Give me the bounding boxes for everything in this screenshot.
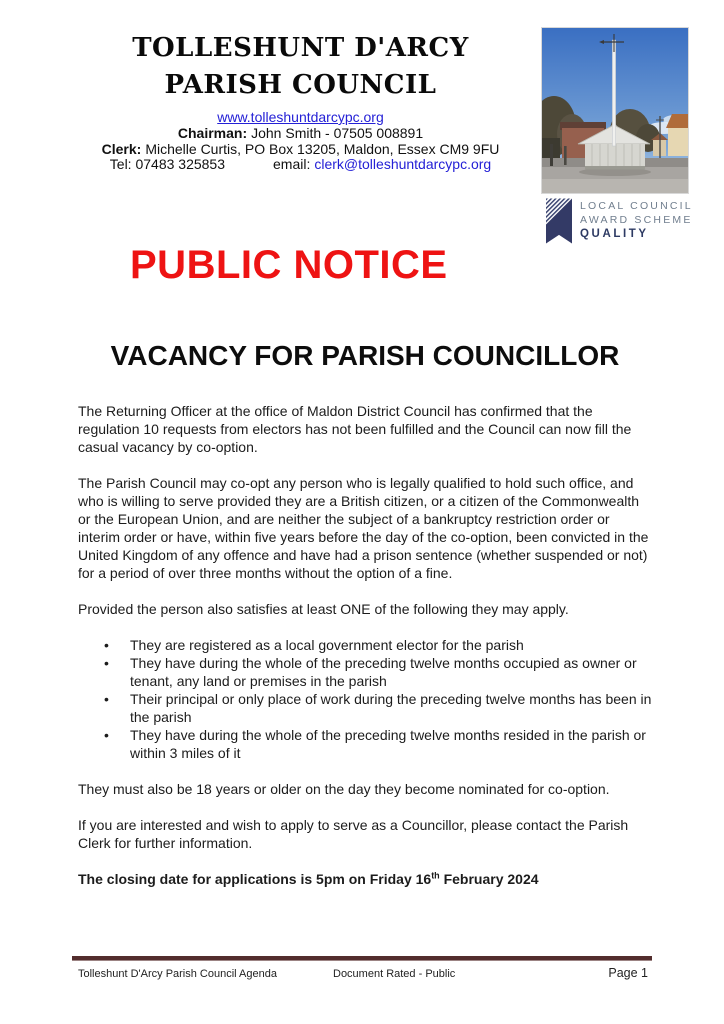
- closing-date-suffix: February 2024: [439, 871, 539, 887]
- website-link[interactable]: www.tolleshuntdarcypc.org: [217, 109, 384, 125]
- award-logo: [546, 197, 706, 247]
- vacancy-heading: VACANCY FOR PARISH COUNCILLOR: [110, 340, 620, 371]
- telephone-value: Tel: 07483 325853: [109, 156, 225, 172]
- award-line3: QUALITY: [580, 228, 649, 240]
- flagpole-photo-graphic: [542, 28, 688, 193]
- public-notice-title: PUBLIC NOTICE: [130, 243, 448, 287]
- council-name-line2: PARISH COUNCIL: [164, 70, 437, 100]
- council-header: [78, 30, 523, 173]
- list-item-text: Their principal or only place of work during the preceding twelve months has been in the parish: [130, 691, 652, 725]
- award-ribbon-icon: [546, 197, 572, 245]
- paragraph-age-requirement: They must also be 18 years or older on the day they become nominated for co-option.: [78, 781, 610, 797]
- footer-page-number: Page 1: [608, 966, 648, 980]
- paragraph-co-option-rules: The Parish Council may co-opt any person who is legally qualified to hold such office, and who is willing to serve provided they are a British citizen, or a citizen of the Commonwealth or the European Union, and are neither the subject of a bankruptcy restriction order or interim order or have, within five years before the day of the co-option, been convicted in the United Kingdom of any offence and have had a prison sentence (whether suspended or not) for a period of over three months without the option of a fine.: [78, 475, 649, 581]
- list-item-text: They have during the whole of the preceding twelve months occupied as owner or tenant, any land or premises in the parish: [130, 655, 637, 689]
- email-link[interactable]: clerk@tolleshuntdarcypc.org: [314, 156, 492, 172]
- chairman-label: Chairman:: [177, 125, 248, 141]
- tel-email-line: [78, 157, 523, 173]
- list-item-text: They are registered as a local government elector for the parish: [130, 637, 524, 653]
- bullet-icon: •: [104, 727, 109, 743]
- award-line2: AWARD SCHEME: [580, 214, 693, 226]
- footer-document-title: Tolleshunt D'Arcy Parish Council Agenda: [78, 968, 277, 980]
- council-name-line1: TOLLESHUNT D'ARCY: [132, 33, 469, 63]
- email-label: email:: [273, 156, 311, 172]
- list-item: [78, 654, 652, 690]
- closing-date-prefix: The closing date for applications is 5pm on Friday 16: [78, 871, 432, 887]
- closing-date-ordinal: th: [431, 870, 440, 881]
- eligibility-list: [78, 636, 652, 762]
- paragraph-contact-clerk: If you are interested and wish to apply to serve as a Councillor, please contact the Parish Clerk for further information.: [78, 817, 629, 851]
- clerk-value: Michelle Curtis, PO Box 13205, Maldon, Essex CM9 9FU: [145, 140, 500, 157]
- page-footer: [78, 966, 648, 980]
- bullet-icon: •: [104, 637, 109, 653]
- footer-rating: Document Rated - Public: [333, 968, 456, 980]
- award-line1: LOCAL COUNCIL: [580, 200, 693, 212]
- paragraph-returning-officer: The Returning Officer at the office of Maldon District Council has confirmed that the regulation 10 requests from electors has not been fulfilled and the Council can now fill the casual vacancy by co-option.: [78, 403, 632, 455]
- website-line: [78, 109, 523, 126]
- list-item: [78, 690, 652, 726]
- bullet-icon: •: [104, 655, 109, 671]
- notice-body: [78, 402, 652, 906]
- footer-divider: [72, 956, 652, 961]
- clerk-label: Clerk:: [101, 140, 142, 157]
- flagpole-photo: [542, 28, 688, 193]
- closing-date-line: [78, 870, 652, 888]
- list-item: [78, 636, 652, 654]
- bullet-icon: •: [104, 691, 109, 707]
- chairman-line: [78, 126, 523, 142]
- clerk-line: [78, 142, 523, 158]
- list-item: [78, 726, 652, 762]
- paragraph-qualify-intro: Provided the person also satisfies at least ONE of the following they may apply.: [78, 601, 569, 617]
- list-item-text: They have during the whole of the preceding twelve months resided in the parish or within 3 miles of it: [130, 727, 646, 761]
- award-text: [580, 197, 693, 242]
- chairman-value: John Smith - 07505 008891: [251, 125, 424, 141]
